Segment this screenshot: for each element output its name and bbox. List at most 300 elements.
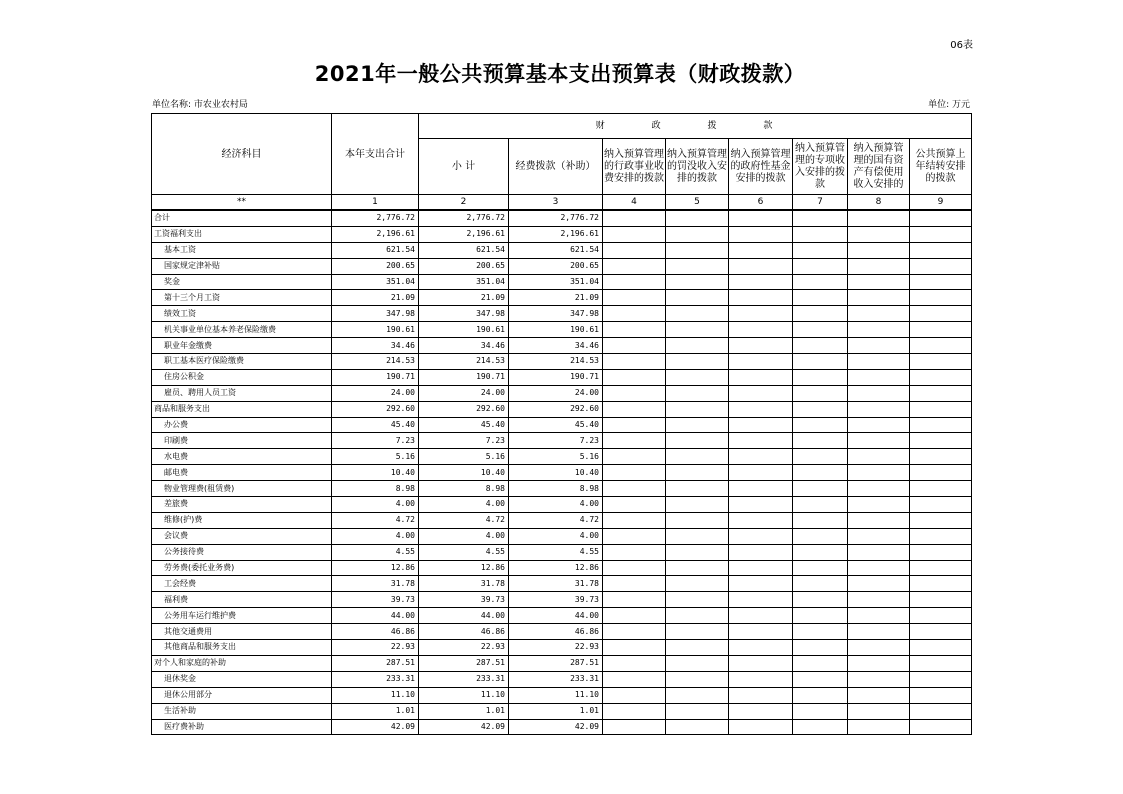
index-cell: 1: [332, 195, 419, 211]
row-subject: 第十三个月工资: [152, 290, 332, 306]
row-empty-cell: [729, 433, 793, 449]
row-empty-cell: [793, 290, 848, 306]
table-row: [152, 671, 972, 687]
row-subject: 会议费: [152, 528, 332, 544]
row-subject: 邮电费: [152, 465, 332, 481]
header-col6: 纳入预算管理的政府性基金安排的拨款: [729, 139, 793, 195]
row-subtotal: 31.78: [419, 576, 509, 592]
row-empty-cell: [666, 655, 729, 671]
row-total: 24.00: [332, 385, 419, 401]
row-empty-cell: [729, 576, 793, 592]
row-empty-cell: [666, 290, 729, 306]
table-row: [152, 544, 972, 560]
row-empty-cell: [666, 369, 729, 385]
header-subtotal: 小 计: [419, 139, 509, 195]
row-funding: 4.55: [509, 544, 603, 560]
row-empty-cell: [729, 703, 793, 719]
table-row: [152, 608, 972, 624]
row-empty-cell: [729, 624, 793, 640]
row-empty-cell: [848, 401, 910, 417]
row-empty-cell: [603, 497, 666, 513]
row-empty-cell: [729, 290, 793, 306]
row-empty-cell: [848, 608, 910, 624]
row-empty-cell: [848, 624, 910, 640]
row-empty-cell: [729, 354, 793, 370]
header-funding: 经费拨款（补助）: [509, 139, 603, 195]
row-empty-cell: [666, 687, 729, 703]
row-funding: 214.53: [509, 354, 603, 370]
row-empty-cell: [793, 385, 848, 401]
row-empty-cell: [793, 433, 848, 449]
row-subject: 其他商品和服务支出: [152, 640, 332, 656]
table-row: [152, 576, 972, 592]
row-empty-cell: [729, 719, 793, 735]
row-subtotal: 46.86: [419, 624, 509, 640]
row-subject: 退休奖金: [152, 671, 332, 687]
row-subtotal: 4.00: [419, 497, 509, 513]
row-empty-cell: [729, 671, 793, 687]
row-funding: 21.09: [509, 290, 603, 306]
row-empty-cell: [910, 560, 972, 576]
row-total: 10.40: [332, 465, 419, 481]
budget-table: [151, 113, 972, 735]
row-funding: 351.04: [509, 274, 603, 290]
row-empty-cell: [910, 640, 972, 656]
row-empty-cell: [793, 481, 848, 497]
row-empty-cell: [910, 719, 972, 735]
table-row: [152, 687, 972, 703]
row-subject: 印刷费: [152, 433, 332, 449]
table-row: [152, 306, 972, 322]
row-empty-cell: [729, 417, 793, 433]
row-empty-cell: [729, 655, 793, 671]
row-empty-cell: [729, 687, 793, 703]
table-row: [152, 497, 972, 513]
row-subject: 雇员、聘用人员工资: [152, 385, 332, 401]
row-empty-cell: [793, 655, 848, 671]
row-subtotal: 45.40: [419, 417, 509, 433]
row-empty-cell: [793, 719, 848, 735]
table-row: [152, 210, 972, 226]
row-empty-cell: [848, 640, 910, 656]
row-empty-cell: [603, 433, 666, 449]
row-total: 190.61: [332, 322, 419, 338]
row-total: 214.53: [332, 354, 419, 370]
row-subject: 福利费: [152, 592, 332, 608]
row-subject: 退休公用部分: [152, 687, 332, 703]
row-funding: 200.65: [509, 258, 603, 274]
row-empty-cell: [729, 640, 793, 656]
row-empty-cell: [848, 322, 910, 338]
row-funding: 22.93: [509, 640, 603, 656]
row-empty-cell: [848, 274, 910, 290]
row-empty-cell: [603, 576, 666, 592]
table-row: [152, 465, 972, 481]
row-empty-cell: [603, 210, 666, 226]
row-empty-cell: [910, 576, 972, 592]
row-empty-cell: [603, 449, 666, 465]
row-empty-cell: [910, 401, 972, 417]
row-empty-cell: [603, 528, 666, 544]
row-subject: 生活补助: [152, 703, 332, 719]
row-empty-cell: [666, 433, 729, 449]
header-col9: 公共预算上年结转安排的拨款: [910, 139, 972, 195]
row-subject: 对个人和家庭的补助: [152, 655, 332, 671]
row-empty-cell: [793, 640, 848, 656]
table-row: [152, 369, 972, 385]
row-funding: 287.51: [509, 655, 603, 671]
row-subject: 公务接待费: [152, 544, 332, 560]
row-subtotal: 347.98: [419, 306, 509, 322]
row-subject: 基本工资: [152, 242, 332, 258]
row-empty-cell: [910, 655, 972, 671]
row-funding: 347.98: [509, 306, 603, 322]
row-empty-cell: [603, 258, 666, 274]
row-total: 4.55: [332, 544, 419, 560]
row-subtotal: 190.61: [419, 322, 509, 338]
row-funding: 11.10: [509, 687, 603, 703]
row-empty-cell: [666, 322, 729, 338]
index-cell: 3: [509, 195, 603, 211]
row-empty-cell: [910, 592, 972, 608]
row-empty-cell: [666, 497, 729, 513]
row-empty-cell: [666, 338, 729, 354]
row-empty-cell: [603, 512, 666, 528]
row-subtotal: 4.72: [419, 512, 509, 528]
row-subtotal: 287.51: [419, 655, 509, 671]
row-empty-cell: [848, 385, 910, 401]
row-empty-cell: [793, 322, 848, 338]
row-funding: 233.31: [509, 671, 603, 687]
row-empty-cell: [793, 354, 848, 370]
row-empty-cell: [848, 242, 910, 258]
row-empty-cell: [793, 512, 848, 528]
row-empty-cell: [910, 497, 972, 513]
row-total: 11.10: [332, 687, 419, 703]
row-subject: 差旅费: [152, 497, 332, 513]
row-empty-cell: [666, 417, 729, 433]
row-empty-cell: [793, 274, 848, 290]
row-empty-cell: [793, 226, 848, 242]
row-subtotal: 200.65: [419, 258, 509, 274]
row-subtotal: 2,196.61: [419, 226, 509, 242]
row-empty-cell: [666, 528, 729, 544]
row-subject: 办公费: [152, 417, 332, 433]
row-empty-cell: [603, 465, 666, 481]
row-subtotal: 8.98: [419, 481, 509, 497]
row-total: 44.00: [332, 608, 419, 624]
table-row: [152, 655, 972, 671]
row-empty-cell: [603, 274, 666, 290]
row-empty-cell: [666, 624, 729, 640]
row-empty-cell: [910, 210, 972, 226]
row-total: 200.65: [332, 258, 419, 274]
row-empty-cell: [666, 608, 729, 624]
row-total: 7.23: [332, 433, 419, 449]
row-empty-cell: [666, 354, 729, 370]
row-empty-cell: [910, 385, 972, 401]
table-row: [152, 258, 972, 274]
table-row: [152, 290, 972, 306]
row-empty-cell: [666, 719, 729, 735]
row-funding: 7.23: [509, 433, 603, 449]
row-empty-cell: [729, 258, 793, 274]
row-total: 1.01: [332, 703, 419, 719]
row-funding: 39.73: [509, 592, 603, 608]
row-empty-cell: [603, 306, 666, 322]
row-empty-cell: [729, 274, 793, 290]
row-empty-cell: [603, 401, 666, 417]
row-empty-cell: [666, 592, 729, 608]
index-cell: 7: [793, 195, 848, 211]
row-subject: 工资福利支出: [152, 226, 332, 242]
row-empty-cell: [793, 242, 848, 258]
row-empty-cell: [793, 687, 848, 703]
row-empty-cell: [666, 385, 729, 401]
row-empty-cell: [729, 497, 793, 513]
header-col4: 纳入预算管理的行政事业收费安排的拨款: [603, 139, 666, 195]
row-total: 621.54: [332, 242, 419, 258]
row-funding: 24.00: [509, 385, 603, 401]
row-empty-cell: [666, 465, 729, 481]
table-row: [152, 560, 972, 576]
header-col5: 纳入预算管理的罚没收入安排的拨款: [666, 139, 729, 195]
row-subject: 劳务费(委托业务费): [152, 560, 332, 576]
row-empty-cell: [793, 401, 848, 417]
row-subject: 职工基本医疗保险缴费: [152, 354, 332, 370]
row-subtotal: 39.73: [419, 592, 509, 608]
row-subtotal: 5.16: [419, 449, 509, 465]
row-empty-cell: [793, 560, 848, 576]
table-row: [152, 338, 972, 354]
row-empty-cell: [848, 354, 910, 370]
row-subtotal: 7.23: [419, 433, 509, 449]
row-empty-cell: [729, 465, 793, 481]
row-subject: 公务用车运行维护费: [152, 608, 332, 624]
row-empty-cell: [793, 703, 848, 719]
row-total: 190.71: [332, 369, 419, 385]
row-empty-cell: [848, 226, 910, 242]
row-total: 45.40: [332, 417, 419, 433]
row-empty-cell: [910, 624, 972, 640]
row-empty-cell: [848, 528, 910, 544]
row-funding: 12.86: [509, 560, 603, 576]
row-subtotal: 292.60: [419, 401, 509, 417]
row-empty-cell: [910, 322, 972, 338]
row-empty-cell: [603, 290, 666, 306]
row-empty-cell: [729, 449, 793, 465]
row-empty-cell: [729, 481, 793, 497]
row-empty-cell: [729, 369, 793, 385]
row-empty-cell: [666, 210, 729, 226]
row-empty-cell: [848, 465, 910, 481]
row-empty-cell: [848, 306, 910, 322]
row-funding: 45.40: [509, 417, 603, 433]
row-empty-cell: [793, 417, 848, 433]
row-empty-cell: [793, 624, 848, 640]
table-row: [152, 274, 972, 290]
row-funding: 190.61: [509, 322, 603, 338]
row-empty-cell: [729, 401, 793, 417]
row-empty-cell: [666, 560, 729, 576]
row-empty-cell: [910, 417, 972, 433]
row-subject: 维修(护)费: [152, 512, 332, 528]
row-empty-cell: [848, 512, 910, 528]
row-empty-cell: [848, 449, 910, 465]
row-funding: 2,196.61: [509, 226, 603, 242]
row-subtotal: 11.10: [419, 687, 509, 703]
row-empty-cell: [666, 401, 729, 417]
row-empty-cell: [666, 449, 729, 465]
row-empty-cell: [910, 481, 972, 497]
row-empty-cell: [848, 703, 910, 719]
row-empty-cell: [910, 544, 972, 560]
row-subtotal: 24.00: [419, 385, 509, 401]
row-total: 42.09: [332, 719, 419, 735]
row-subtotal: 351.04: [419, 274, 509, 290]
row-empty-cell: [848, 544, 910, 560]
table-row: [152, 385, 972, 401]
row-total: 21.09: [332, 290, 419, 306]
row-empty-cell: [729, 210, 793, 226]
row-subtotal: 42.09: [419, 719, 509, 735]
row-empty-cell: [603, 703, 666, 719]
row-total: 12.86: [332, 560, 419, 576]
row-subject: 绩效工资: [152, 306, 332, 322]
row-funding: 42.09: [509, 719, 603, 735]
row-empty-cell: [666, 242, 729, 258]
row-empty-cell: [910, 512, 972, 528]
row-empty-cell: [848, 433, 910, 449]
header-col8: 纳入预算管理的国有资产有偿使用收入安排的: [848, 139, 910, 195]
index-cell: 4: [603, 195, 666, 211]
row-empty-cell: [603, 481, 666, 497]
row-subtotal: 22.93: [419, 640, 509, 656]
row-total: 2,196.61: [332, 226, 419, 242]
row-funding: 4.72: [509, 512, 603, 528]
row-empty-cell: [793, 210, 848, 226]
row-empty-cell: [910, 306, 972, 322]
row-empty-cell: [666, 544, 729, 560]
table-row: [152, 703, 972, 719]
row-empty-cell: [603, 369, 666, 385]
row-total: 5.16: [332, 449, 419, 465]
row-total: 4.00: [332, 528, 419, 544]
row-subject: 国家规定津补贴: [152, 258, 332, 274]
row-total: 31.78: [332, 576, 419, 592]
table-row: [152, 322, 972, 338]
row-empty-cell: [848, 338, 910, 354]
row-empty-cell: [729, 512, 793, 528]
row-empty-cell: [910, 608, 972, 624]
row-empty-cell: [729, 608, 793, 624]
row-subtotal: 4.00: [419, 528, 509, 544]
row-total: 39.73: [332, 592, 419, 608]
row-empty-cell: [848, 258, 910, 274]
header-group-fiscal-allocation: 财 政 拨 款: [419, 114, 972, 139]
row-subject: 奖金: [152, 274, 332, 290]
row-empty-cell: [910, 338, 972, 354]
row-empty-cell: [729, 322, 793, 338]
row-empty-cell: [603, 354, 666, 370]
row-funding: 8.98: [509, 481, 603, 497]
row-empty-cell: [910, 671, 972, 687]
table-row: [152, 528, 972, 544]
table-row: [152, 640, 972, 656]
row-empty-cell: [848, 687, 910, 703]
row-subtotal: 621.54: [419, 242, 509, 258]
row-empty-cell: [793, 258, 848, 274]
row-empty-cell: [910, 465, 972, 481]
row-empty-cell: [729, 306, 793, 322]
row-empty-cell: [848, 592, 910, 608]
table-row: [152, 226, 972, 242]
table-row: [152, 417, 972, 433]
row-total: 2,776.72: [332, 210, 419, 226]
header-economic-subject: 经济科目: [152, 114, 332, 195]
row-empty-cell: [910, 528, 972, 544]
row-empty-cell: [793, 465, 848, 481]
table-row: [152, 592, 972, 608]
row-funding: 46.86: [509, 624, 603, 640]
row-subtotal: 44.00: [419, 608, 509, 624]
header-total: 本年支出合计: [332, 114, 419, 195]
row-empty-cell: [729, 226, 793, 242]
row-empty-cell: [729, 242, 793, 258]
row-total: 4.72: [332, 512, 419, 528]
row-subtotal: 190.71: [419, 369, 509, 385]
row-subject: 职业年金缴费: [152, 338, 332, 354]
index-row: [152, 195, 972, 211]
row-empty-cell: [910, 242, 972, 258]
index-cell: 6: [729, 195, 793, 211]
row-empty-cell: [603, 242, 666, 258]
row-total: 287.51: [332, 655, 419, 671]
row-funding: 621.54: [509, 242, 603, 258]
row-total: 292.60: [332, 401, 419, 417]
row-subtotal: 2,776.72: [419, 210, 509, 226]
row-funding: 5.16: [509, 449, 603, 465]
row-empty-cell: [603, 655, 666, 671]
table-row: [152, 624, 972, 640]
row-empty-cell: [793, 544, 848, 560]
row-subtotal: 10.40: [419, 465, 509, 481]
row-empty-cell: [910, 274, 972, 290]
row-empty-cell: [603, 608, 666, 624]
row-subtotal: 34.46: [419, 338, 509, 354]
row-empty-cell: [793, 671, 848, 687]
row-empty-cell: [910, 449, 972, 465]
row-subject: 合计: [152, 210, 332, 226]
row-funding: 2,776.72: [509, 210, 603, 226]
row-empty-cell: [848, 671, 910, 687]
page-title: 2021年一般公共预算基本支出预算表（财政拨款）: [314, 62, 806, 86]
row-total: 8.98: [332, 481, 419, 497]
row-empty-cell: [666, 274, 729, 290]
row-funding: 31.78: [509, 576, 603, 592]
table-body: [152, 210, 972, 735]
index-cell: 8: [848, 195, 910, 211]
row-total: 351.04: [332, 274, 419, 290]
row-subtotal: 1.01: [419, 703, 509, 719]
row-empty-cell: [603, 687, 666, 703]
row-empty-cell: [793, 592, 848, 608]
table-row: [152, 242, 972, 258]
row-empty-cell: [603, 640, 666, 656]
row-empty-cell: [729, 528, 793, 544]
index-cell: 2: [419, 195, 509, 211]
row-empty-cell: [848, 481, 910, 497]
